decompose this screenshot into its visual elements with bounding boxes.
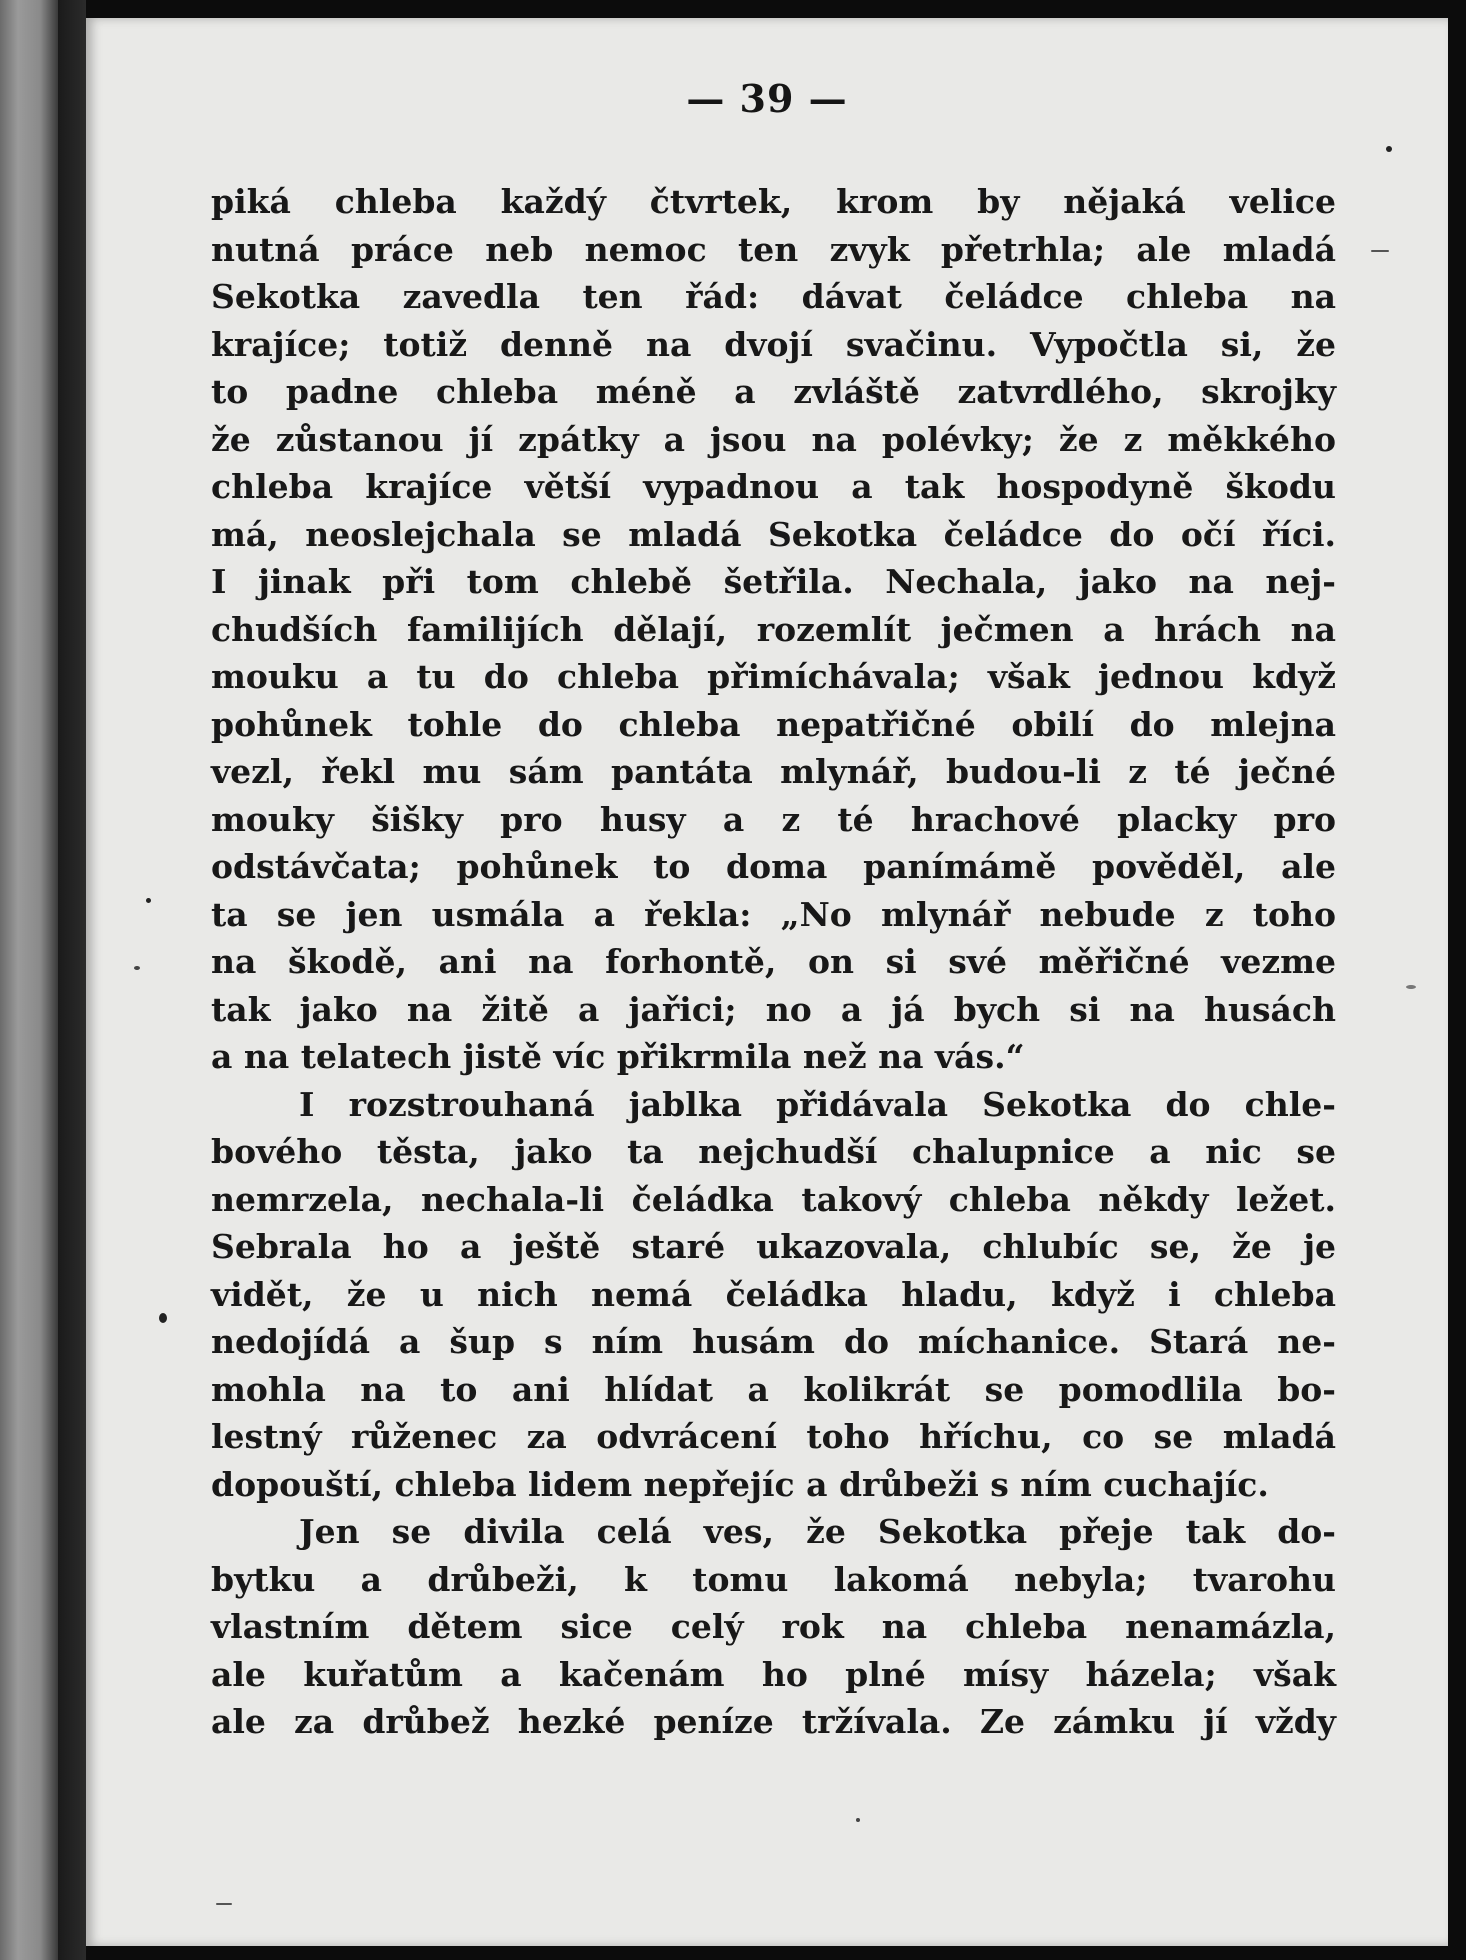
dust-speck — [1406, 985, 1416, 989]
text-line: to padne chleba méně a zvláště zatvrdlého, skrojky — [211, 372, 1336, 411]
text-line: krajíce; totiž denně na dvojí svačinu. Vypočtla si, že — [211, 324, 1336, 364]
text-line: tak jako na žitě a jařici; no a já bych si na husách — [211, 989, 1336, 1029]
page-number: — 39 — — [686, 76, 848, 121]
text-line: chudších familijích dělají, rozemlít ječmen a hrách na — [211, 609, 1336, 649]
text-line: nedojídá a šup s ním husám do míchanice. Stará ne- — [211, 1322, 1336, 1361]
dust-speck — [134, 966, 140, 970]
text-line: Jen se divila celá ves, že Sekotka přeje tak do- — [299, 1512, 1336, 1551]
text-line: nutná práce neb nemoc ten zvyk přetrhla; ale mladá — [211, 229, 1336, 269]
dust-speck — [146, 898, 151, 903]
body-text — [211, 178, 1336, 1746]
text-line: odstávčata; pohůnek to doma panímámě pověděl, ale — [211, 847, 1336, 886]
text-line: pohůnek tohle do chleba nepatřičné obilí do mlejna — [211, 704, 1336, 744]
text-line: má, neoslejchala se mladá Sekotka čeládce do očí říci. — [211, 514, 1336, 554]
text-line: na škodě, ani na forhontě, on si své měřičné vezme — [211, 942, 1336, 981]
dust-speck — [159, 1313, 167, 1323]
text-line: mouku a tu do chleba přimíchávala; však jednou když — [211, 657, 1336, 696]
text-line: dopouští, chleba lidem nepřejíc a drůbeži s ním cuchajíc. — [211, 1464, 1269, 1504]
text-line: a na telatech jistě víc přikrmila než na vás.“ — [211, 1037, 1025, 1076]
text-line: Sekotka zavedla ten řád: dávat čeládce chleba na — [211, 277, 1336, 316]
text-line: I jinak při tom chlebě šetřila. Nechala, jako na nej- — [211, 562, 1336, 601]
scanner-edge — [0, 0, 58, 1960]
text-line: lestný růženec za odvrácení toho hříchu, co se mladá — [211, 1417, 1336, 1456]
text-line: vezl, řekl mu sám pantáta mlynář, budou-li z té ječné — [211, 752, 1336, 791]
book-spine-shadow — [58, 0, 86, 1960]
book-page — [86, 18, 1448, 1946]
dust-speck — [1386, 146, 1392, 152]
text-line: Sebrala ho a ještě staré ukazovala, chlubíc se, že je — [211, 1227, 1336, 1266]
text-line: že zůstanou jí zpátky a jsou na polévky; že z měkkého — [211, 419, 1336, 459]
text-line: nemrzela, nechala-li čeládka takový chleba někdy ležet. — [211, 1179, 1336, 1219]
dust-speck — [856, 1818, 860, 1822]
text-line: chleba krajíce větší vypadnou a tak hospodyně škodu — [211, 467, 1336, 506]
text-line: mouky šišky pro husy a z té hrachové placky pro — [211, 799, 1336, 839]
text-line: bového těsta, jako ta nejchudší chalupnice a nic se — [211, 1132, 1336, 1171]
text-line: bytku a drůbeži, k tomu lakomá nebyla; tvarohu — [211, 1559, 1336, 1599]
text-line: ale kuřatům a kačenám ho plné mísy házela; však — [211, 1654, 1336, 1694]
text-line: vlastním dětem sice celý rok na chleba nenamázla, — [211, 1607, 1336, 1646]
text-line: ta se jen usmála a řekla: „No mlynář nebude z toho — [211, 894, 1336, 934]
dust-speck — [216, 1903, 232, 1905]
text-line: ale za drůbež hezké peníze tržívala. Ze zámku jí vždy — [211, 1702, 1336, 1741]
text-line: vidět, že u nich nemá čeládka hladu, když i chleba — [211, 1274, 1336, 1314]
text-line: mohla na to ani hlídat a kolikrát se pomodlila bo- — [211, 1369, 1336, 1409]
text-line: I rozstrouhaná jablka přidávala Sekotka do chle- — [299, 1084, 1336, 1124]
text-line: piká chleba každý čtvrtek, krom by nějaká velice — [211, 182, 1336, 221]
dust-speck — [1371, 250, 1389, 252]
